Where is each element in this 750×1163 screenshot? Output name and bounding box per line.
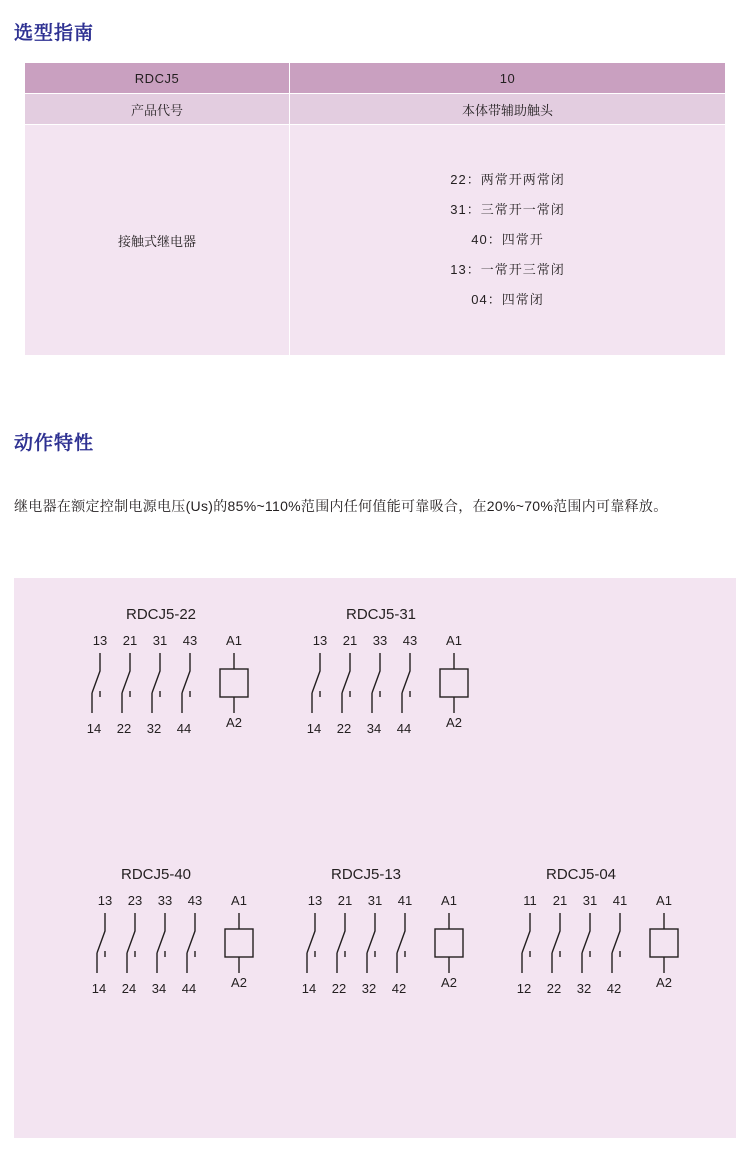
list-item: 13：一常开三常闭 xyxy=(450,262,565,277)
table-cell-aux-code: 10 xyxy=(290,63,726,94)
terminal-label: 13 xyxy=(307,893,323,908)
terminal-label: 34 xyxy=(366,721,382,736)
terminal-label: 13 xyxy=(312,633,328,648)
diagram-label: RDCJ5-31 xyxy=(346,606,417,623)
table-cell-product-code-label: 产品代号 xyxy=(25,94,290,125)
diagram-label: RDCJ5-40 xyxy=(121,866,192,883)
terminal-label: 23 xyxy=(127,893,143,908)
terminal-label: 44 xyxy=(181,981,197,996)
list-item: 04：四常闭 xyxy=(471,292,544,307)
diagram-label: RDCJ5-22 xyxy=(126,606,197,623)
terminal-label: 22 xyxy=(331,981,347,996)
diagram-svg-rdcj5-22 xyxy=(84,623,304,753)
diagram-svg-rdcj5-04 xyxy=(514,883,734,1013)
terminal-label: 43 xyxy=(402,633,418,648)
coil-terminal-label: A2 xyxy=(441,975,457,990)
terminal-label: 32 xyxy=(146,721,162,736)
coil-terminal-label: A1 xyxy=(446,633,462,648)
terminal-label: 24 xyxy=(121,981,137,996)
terminal-label: 31 xyxy=(582,893,598,908)
terminal-label: 32 xyxy=(361,981,377,996)
terminal-label: 41 xyxy=(397,893,413,908)
list-item: 22：两常开两常闭 xyxy=(450,172,565,187)
diagram-rdcj5-31 xyxy=(304,606,524,753)
selection-guide-table xyxy=(24,62,726,356)
diagram-label: RDCJ5-13 xyxy=(331,866,402,883)
coil-terminal-label: A1 xyxy=(231,893,247,908)
coil-terminal-label: A1 xyxy=(226,633,242,648)
terminal-label: 31 xyxy=(152,633,168,648)
terminal-label: 41 xyxy=(612,893,628,908)
diagram-label: RDCJ5-04 xyxy=(546,866,617,883)
diagram-rdcj5-40 xyxy=(89,866,309,1013)
table-cell-contact-options xyxy=(290,125,726,356)
table-row xyxy=(25,63,726,94)
terminal-label: 11 xyxy=(523,893,537,908)
coil-terminal-label: A1 xyxy=(656,893,672,908)
contact-option-list xyxy=(290,165,725,315)
terminal-label: 14 xyxy=(86,721,102,736)
terminal-label: 21 xyxy=(342,633,358,648)
coil-terminal-label: A2 xyxy=(656,975,672,990)
terminal-label: 34 xyxy=(151,981,167,996)
terminal-label: 13 xyxy=(92,633,108,648)
diagram-rdcj5-04 xyxy=(514,866,734,1013)
terminal-label: 43 xyxy=(187,893,203,908)
table-cell-product-name: 接触式继电器 xyxy=(25,125,290,356)
terminal-label: 44 xyxy=(396,721,412,736)
terminal-label: 22 xyxy=(546,981,562,996)
terminal-label: 14 xyxy=(306,721,322,736)
terminal-label: 33 xyxy=(157,893,173,908)
diagram-svg-rdcj5-31 xyxy=(304,623,524,753)
terminal-label: 21 xyxy=(337,893,353,908)
terminal-label: 13 xyxy=(97,893,113,908)
terminal-label: 22 xyxy=(336,721,352,736)
terminal-label: 21 xyxy=(122,633,138,648)
terminal-label: 43 xyxy=(182,633,198,648)
coil-terminal-label: A2 xyxy=(231,975,247,990)
table-cell-model-code: RDCJ5 xyxy=(25,63,290,94)
terminal-label: 14 xyxy=(91,981,107,996)
coil-terminal-label: A2 xyxy=(446,715,462,730)
terminal-label: 14 xyxy=(301,981,317,996)
table-row xyxy=(25,94,726,125)
coil-terminal-label: A1 xyxy=(441,893,457,908)
table-cell-aux-contact-label: 本体带辅助触头 xyxy=(290,94,726,125)
list-item: 40：四常开 xyxy=(471,232,544,247)
terminal-label: 32 xyxy=(576,981,592,996)
page-title-selection-guide: 选型指南 xyxy=(14,23,95,44)
diagram-svg-rdcj5-13 xyxy=(299,883,519,1013)
diagram-svg-rdcj5-40 xyxy=(89,883,309,1013)
terminal-label: 42 xyxy=(606,981,622,996)
terminal-label: 21 xyxy=(552,893,568,908)
wiring-diagram-panel xyxy=(14,578,736,1138)
table-row xyxy=(25,125,726,356)
terminal-label: 22 xyxy=(116,721,132,736)
diagram-rdcj5-22 xyxy=(84,606,304,753)
diagram-rdcj5-13 xyxy=(299,866,519,1013)
terminal-label: 33 xyxy=(372,633,388,648)
action-characteristics-text: 继电器在额定控制电源电压(Us)的85%~110%范围内任何值能可靠吸合，在20%~70%范围内可靠释放。 xyxy=(14,498,668,514)
coil-terminal-label: A2 xyxy=(226,715,242,730)
terminal-label: 44 xyxy=(176,721,192,736)
terminal-label: 12 xyxy=(516,981,532,996)
terminal-label: 42 xyxy=(391,981,407,996)
list-item: 31：三常开一常闭 xyxy=(450,202,565,217)
page-title-action-characteristics: 动作特性 xyxy=(14,433,95,454)
terminal-label: 31 xyxy=(367,893,383,908)
